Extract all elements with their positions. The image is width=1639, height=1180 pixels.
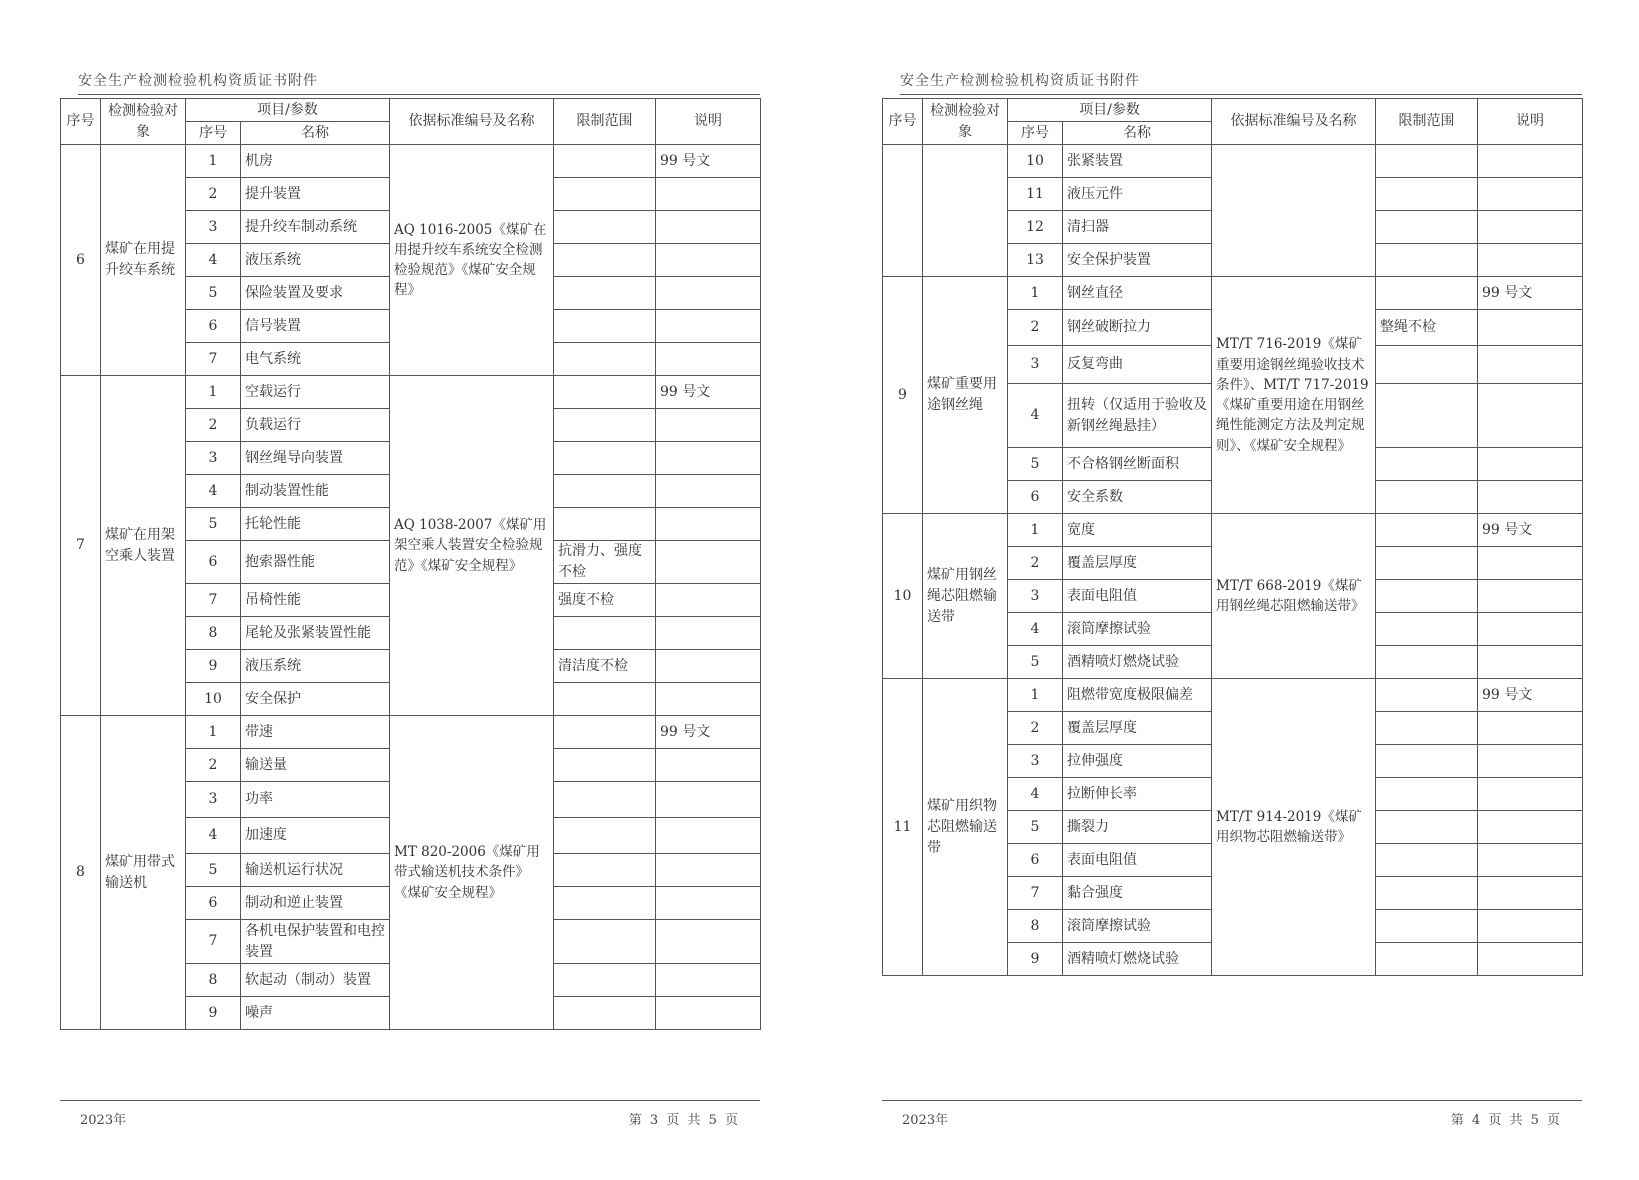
note-cell: [656, 964, 761, 997]
group-seq: 8: [61, 716, 101, 1030]
note-cell: [1478, 844, 1583, 877]
note-cell: [1478, 646, 1583, 679]
note-cell: [656, 244, 761, 277]
item-name: 酒精喷灯燃烧试验: [1063, 646, 1212, 679]
table-body: [883, 145, 1583, 976]
group-seq: [883, 145, 923, 277]
group-seq: 6: [61, 145, 101, 376]
document-page-3: [60, 0, 760, 1180]
item-name: 液压系统: [241, 650, 390, 683]
note-cell: [1478, 211, 1583, 244]
limit-cell: [1376, 145, 1478, 178]
group-object: 煤矿用带式输送机: [101, 716, 186, 1030]
limit-cell: [554, 683, 656, 716]
item-name: 不合格钢丝断面积: [1063, 448, 1212, 481]
item-seq: 6: [1008, 481, 1063, 514]
item-seq: 6: [186, 887, 241, 920]
limit-cell: [1376, 481, 1478, 514]
item-seq: 4: [186, 475, 241, 508]
limit-cell: [554, 277, 656, 310]
item-name: 带速: [241, 716, 390, 749]
col-limit: 限制范围: [1376, 99, 1478, 145]
item-seq: 1: [186, 716, 241, 749]
group-standard: MT 820-2006《煤矿用带式输送机技术条件》《煤矿安全规程》: [390, 716, 554, 1030]
col-item-seq: 序号: [186, 122, 241, 145]
item-name: 覆盖层厚度: [1063, 712, 1212, 745]
document-page-4: [882, 0, 1582, 1180]
certificate-table: [60, 98, 761, 1030]
note-cell: [656, 409, 761, 442]
note-cell: [1478, 745, 1583, 778]
limit-cell: [554, 854, 656, 887]
item-name: 功率: [241, 782, 390, 818]
limit-cell: [1376, 745, 1478, 778]
item-seq: 6: [186, 310, 241, 343]
table-body: [61, 145, 761, 1030]
note-cell: [1478, 910, 1583, 943]
limit-cell: [1376, 514, 1478, 547]
limit-cell: [554, 475, 656, 508]
limit-cell: [554, 818, 656, 854]
col-limit: 限制范围: [554, 99, 656, 145]
item-name: 空载运行: [241, 376, 390, 409]
note-cell: [1478, 580, 1583, 613]
item-name: 加速度: [241, 818, 390, 854]
table-row: [61, 376, 761, 409]
note-cell: [1478, 145, 1583, 178]
item-seq: 6: [186, 541, 241, 584]
footer-year: 2023年: [902, 1113, 949, 1128]
note-cell: [656, 920, 761, 964]
item-seq: 4: [1008, 613, 1063, 646]
footer-year: 2023年: [80, 1113, 127, 1128]
col-item-name: 名称: [241, 122, 390, 145]
col-item-name: 名称: [1063, 122, 1212, 145]
item-seq: 13: [1008, 244, 1063, 277]
item-seq: 5: [186, 854, 241, 887]
limit-cell: [554, 508, 656, 541]
item-name: 扭转（仅适用于验收及新钢丝绳悬挂）: [1063, 384, 1212, 448]
item-name: 拉伸强度: [1063, 745, 1212, 778]
item-seq: 2: [186, 178, 241, 211]
limit-cell: [554, 964, 656, 997]
item-seq: 1: [186, 145, 241, 178]
note-cell: 99 号文: [656, 376, 761, 409]
item-seq: 2: [1008, 712, 1063, 745]
note-cell: [1478, 448, 1583, 481]
item-seq: 1: [1008, 514, 1063, 547]
note-cell: [1478, 547, 1583, 580]
group-standard: MT/T 668-2019《煤矿用钢丝绳芯阻燃输送带》: [1212, 514, 1376, 679]
item-name: 表面电阻值: [1063, 844, 1212, 877]
note-cell: [656, 178, 761, 211]
group-seq: 10: [883, 514, 923, 679]
limit-cell: [1376, 244, 1478, 277]
note-cell: 99 号文: [656, 716, 761, 749]
limit-cell: [1376, 384, 1478, 448]
note-cell: [656, 541, 761, 584]
item-name: 滚筒摩擦试验: [1063, 910, 1212, 943]
limit-cell: [554, 343, 656, 376]
col-seq: 序号: [61, 99, 101, 145]
item-name: 提升绞车制动系统: [241, 211, 390, 244]
item-seq: 5: [1008, 448, 1063, 481]
group-standard: AQ 1038-2007《煤矿用架空乘人装置安全检验规范》《煤矿安全规程》: [390, 376, 554, 716]
note-cell: [656, 749, 761, 782]
item-name: 撕裂力: [1063, 811, 1212, 844]
note-cell: [1478, 346, 1583, 384]
item-seq: 3: [186, 442, 241, 475]
limit-cell: [1376, 943, 1478, 976]
note-cell: 99 号文: [1478, 277, 1583, 310]
note-cell: 99 号文: [1478, 679, 1583, 712]
limit-cell: [1376, 346, 1478, 384]
item-seq: 9: [186, 650, 241, 683]
note-cell: [656, 887, 761, 920]
item-seq: 1: [1008, 277, 1063, 310]
limit-cell: [554, 617, 656, 650]
note-cell: [656, 343, 761, 376]
item-name: 抱索器性能: [241, 541, 390, 584]
item-name: 安全保护装置: [1063, 244, 1212, 277]
item-name: 表面电阻值: [1063, 580, 1212, 613]
limit-cell: [1376, 877, 1478, 910]
page-header: 安全生产检测检验机构资质证书附件: [900, 70, 1582, 95]
item-name: 清扫器: [1063, 211, 1212, 244]
item-seq: 8: [186, 617, 241, 650]
table-row: [883, 514, 1583, 547]
limit-cell: [1376, 277, 1478, 310]
footer-page-number: 第 4 页 共 5 页: [1450, 1113, 1562, 1128]
page-header: 安全生产检测检验机构资质证书附件: [78, 70, 760, 95]
group-object: 煤矿重要用途钢丝绳: [923, 277, 1008, 514]
footer-page-number: 第 3 页 共 5 页: [628, 1113, 740, 1128]
item-name: 酒精喷灯燃烧试验: [1063, 943, 1212, 976]
note-cell: [656, 782, 761, 818]
item-name: 各机电保护装置和电控装置: [241, 920, 390, 964]
table-row: [61, 716, 761, 749]
col-note: 说明: [656, 99, 761, 145]
item-seq: 3: [186, 211, 241, 244]
col-items: 项目/参数: [1008, 99, 1212, 122]
limit-cell: 整绳不检: [1376, 310, 1478, 346]
note-cell: [656, 508, 761, 541]
note-cell: [1478, 481, 1583, 514]
item-name: 电气系统: [241, 343, 390, 376]
note-cell: [1478, 244, 1583, 277]
item-seq: 9: [1008, 943, 1063, 976]
limit-cell: [554, 442, 656, 475]
note-cell: [656, 211, 761, 244]
item-name: 反复弯曲: [1063, 346, 1212, 384]
limit-cell: [1376, 448, 1478, 481]
item-seq: 7: [1008, 877, 1063, 910]
page-footer: [60, 1100, 760, 1128]
group-object: 煤矿用钢丝绳芯阻燃输送带: [923, 514, 1008, 679]
item-seq: 8: [186, 964, 241, 997]
item-name: 拉断伸长率: [1063, 778, 1212, 811]
table-row: [883, 145, 1583, 178]
group-standard: [1212, 145, 1376, 277]
limit-cell: 抗滑力、强度不检: [554, 541, 656, 584]
col-items: 项目/参数: [186, 99, 390, 122]
limit-cell: [1376, 778, 1478, 811]
item-seq: 2: [186, 749, 241, 782]
item-seq: 4: [1008, 778, 1063, 811]
limit-cell: [1376, 679, 1478, 712]
note-cell: [656, 854, 761, 887]
item-name: 吊椅性能: [241, 584, 390, 617]
item-seq: 5: [1008, 646, 1063, 679]
item-name: 滚筒摩擦试验: [1063, 613, 1212, 646]
certificate-table: [882, 98, 1583, 976]
col-object: 检测检验对象: [101, 99, 186, 145]
item-seq: 12: [1008, 211, 1063, 244]
col-item-seq: 序号: [1008, 122, 1063, 145]
item-seq: 5: [186, 277, 241, 310]
item-name: 噪声: [241, 997, 390, 1030]
item-name: 覆盖层厚度: [1063, 547, 1212, 580]
page-footer: [882, 1100, 1582, 1128]
col-standard: 依据标准编号及名称: [1212, 99, 1376, 145]
item-seq: 7: [186, 584, 241, 617]
item-seq: 4: [1008, 384, 1063, 448]
note-cell: 99 号文: [1478, 514, 1583, 547]
group-seq: 9: [883, 277, 923, 514]
note-cell: [1478, 778, 1583, 811]
item-name: 张紧装置: [1063, 145, 1212, 178]
item-seq: 5: [1008, 811, 1063, 844]
item-seq: 3: [186, 782, 241, 818]
limit-cell: [1376, 580, 1478, 613]
item-seq: 10: [1008, 145, 1063, 178]
item-name: 液压系统: [241, 244, 390, 277]
item-seq: 1: [186, 376, 241, 409]
note-cell: [656, 650, 761, 683]
limit-cell: [1376, 547, 1478, 580]
note-cell: [1478, 384, 1583, 448]
group-object: 煤矿在用提升绞车系统: [101, 145, 186, 376]
item-name: 输送量: [241, 749, 390, 782]
item-name: 软起动（制动）装置: [241, 964, 390, 997]
col-note: 说明: [1478, 99, 1583, 145]
item-name: 输送机运行状况: [241, 854, 390, 887]
table-row: [883, 277, 1583, 310]
limit-cell: [1376, 211, 1478, 244]
item-seq: 3: [1008, 346, 1063, 384]
item-name: 钢丝破断拉力: [1063, 310, 1212, 346]
item-seq: 2: [1008, 310, 1063, 346]
limit-cell: [554, 211, 656, 244]
group-seq: 7: [61, 376, 101, 716]
note-cell: [1478, 943, 1583, 976]
limit-cell: [1376, 910, 1478, 943]
item-name: 液压元件: [1063, 178, 1212, 211]
note-cell: [656, 997, 761, 1030]
item-seq: 2: [186, 409, 241, 442]
item-name: 尾轮及张紧装置性能: [241, 617, 390, 650]
limit-cell: [1376, 613, 1478, 646]
item-name: 制动装置性能: [241, 475, 390, 508]
note-cell: [656, 617, 761, 650]
item-name: 提升装置: [241, 178, 390, 211]
limit-cell: [1376, 844, 1478, 877]
item-seq: 7: [186, 343, 241, 376]
limit-cell: [1376, 178, 1478, 211]
group-object: 煤矿在用架空乘人装置: [101, 376, 186, 716]
item-seq: 10: [186, 683, 241, 716]
limit-cell: [554, 887, 656, 920]
note-cell: [656, 818, 761, 854]
limit-cell: [1376, 712, 1478, 745]
note-cell: [1478, 613, 1583, 646]
col-seq: 序号: [883, 99, 923, 145]
item-seq: 4: [186, 818, 241, 854]
limit-cell: [554, 716, 656, 749]
note-cell: [656, 442, 761, 475]
group-standard: MT/T 914-2019《煤矿用织物芯阻燃输送带》: [1212, 679, 1376, 976]
item-seq: 4: [186, 244, 241, 277]
note-cell: [1478, 310, 1583, 346]
limit-cell: [1376, 646, 1478, 679]
note-cell: [1478, 811, 1583, 844]
col-object: 检测检验对象: [923, 99, 1008, 145]
note-cell: [656, 584, 761, 617]
limit-cell: [554, 409, 656, 442]
item-seq: 7: [186, 920, 241, 964]
note-cell: [656, 475, 761, 508]
note-cell: [656, 310, 761, 343]
item-seq: 1: [1008, 679, 1063, 712]
limit-cell: [1376, 811, 1478, 844]
limit-cell: 清洁度不检: [554, 650, 656, 683]
item-name: 安全保护: [241, 683, 390, 716]
limit-cell: [554, 310, 656, 343]
item-name: 机房: [241, 145, 390, 178]
limit-cell: [554, 749, 656, 782]
limit-cell: [554, 376, 656, 409]
note-cell: [1478, 877, 1583, 910]
group-standard: MT/T 716-2019《煤矿重要用途钢丝绳验收技术条件》、MT/T 717-2019《煤矿重要用途在用钢丝绳性能测定方法及判定规则》、《煤矿安全规程》: [1212, 277, 1376, 514]
limit-cell: [554, 920, 656, 964]
limit-cell: [554, 997, 656, 1030]
item-seq: 9: [186, 997, 241, 1030]
item-seq: 5: [186, 508, 241, 541]
item-seq: 3: [1008, 580, 1063, 613]
item-name: 黏合强度: [1063, 877, 1212, 910]
item-name: 钢丝绳导向装置: [241, 442, 390, 475]
item-name: 信号装置: [241, 310, 390, 343]
item-name: 托轮性能: [241, 508, 390, 541]
item-name: 安全系数: [1063, 481, 1212, 514]
note-cell: [1478, 712, 1583, 745]
item-seq: 8: [1008, 910, 1063, 943]
item-name: 制动和逆止装置: [241, 887, 390, 920]
item-name: 钢丝直径: [1063, 277, 1212, 310]
table-row: [883, 679, 1583, 712]
limit-cell: [554, 782, 656, 818]
note-cell: 99 号文: [656, 145, 761, 178]
group-seq: 11: [883, 679, 923, 976]
group-object: [923, 145, 1008, 277]
note-cell: [656, 683, 761, 716]
limit-cell: 强度不检: [554, 584, 656, 617]
item-name: 宽度: [1063, 514, 1212, 547]
group-standard: AQ 1016-2005《煤矿在用提升绞车系统安全检测检验规范》《煤矿安全规程》: [390, 145, 554, 376]
item-name: 负载运行: [241, 409, 390, 442]
limit-cell: [554, 145, 656, 178]
note-cell: [656, 277, 761, 310]
group-object: 煤矿用织物芯阻燃输送带: [923, 679, 1008, 976]
item-seq: 6: [1008, 844, 1063, 877]
limit-cell: [554, 244, 656, 277]
item-name: 保险装置及要求: [241, 277, 390, 310]
item-seq: 2: [1008, 547, 1063, 580]
item-seq: 3: [1008, 745, 1063, 778]
limit-cell: [554, 178, 656, 211]
col-standard: 依据标准编号及名称: [390, 99, 554, 145]
item-name: 阻燃带宽度极限偏差: [1063, 679, 1212, 712]
table-row: [61, 145, 761, 178]
item-seq: 11: [1008, 178, 1063, 211]
note-cell: [1478, 178, 1583, 211]
